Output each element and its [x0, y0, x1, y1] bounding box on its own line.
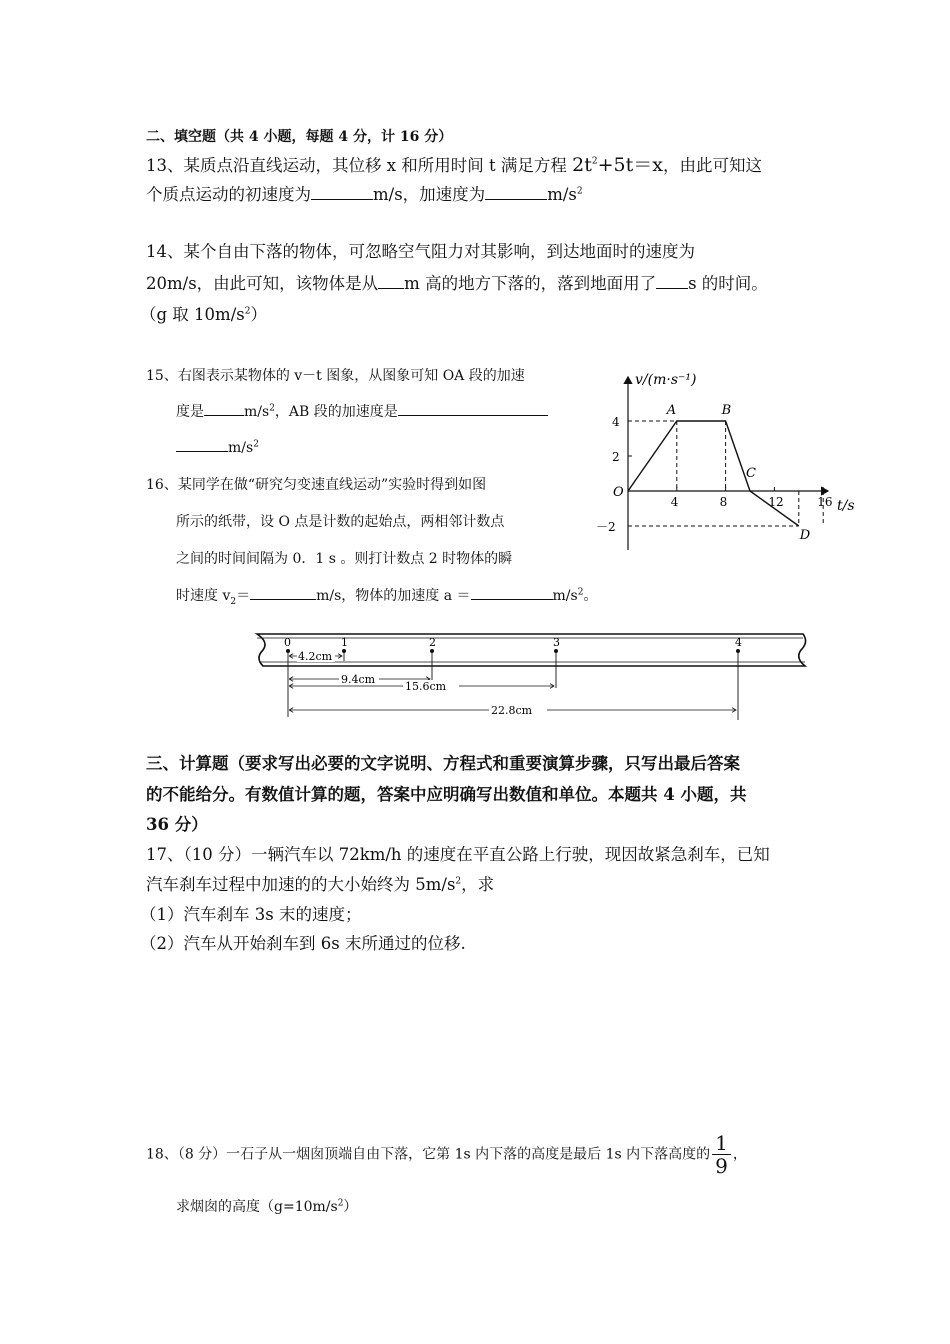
vt-point-b: B: [721, 403, 732, 418]
vt-ytick-label: －2: [596, 520, 616, 534]
vt-ylabel: v/(m·s⁻¹): [635, 372, 697, 388]
q17-sub1: （1）汽车刹车 3s 末的速度；: [140, 905, 362, 924]
q16-line3: 之间的时间间隔为 0．1 s 。则打计数点 2 时物体的瞬: [176, 551, 513, 567]
q17-line1: 17、（10 分）一辆汽车以 72km/h 的速度在平直公路上行驶，现因故紧急刹车，已知: [146, 845, 770, 864]
q14-line1: 14、某个自由下落的物体，可忽略空气阻力对其影响，到达地面时的速度为: [146, 242, 695, 261]
q15-blank-ab-cont[interactable]: [176, 437, 228, 452]
q18-fraction: [712, 1132, 731, 1177]
q13-line1: [146, 150, 762, 177]
q13-blank-velocity[interactable]: [311, 185, 373, 200]
q16-text-a: 时速度 v: [176, 588, 231, 604]
vt-xtick-label: 8: [719, 495, 728, 509]
q16-sub: 2: [230, 596, 237, 607]
q18-line1: [146, 1132, 747, 1177]
q15-text-c: ，AB 段的加速度是: [274, 404, 398, 420]
q13-line2: [146, 181, 583, 205]
q13-text-a: 13、某质点沿直线运动，其位移 x 和所用时间 t 满足方程: [146, 156, 573, 175]
vt-ytick-label: 2: [612, 450, 620, 464]
q13-eq-sup: 2: [591, 156, 598, 167]
q16-text-d: m/s: [552, 588, 578, 604]
q15-blank-ab[interactable]: [398, 401, 548, 416]
tape-point-3: 3: [553, 636, 560, 649]
q18-frac-num: 1: [712, 1132, 731, 1155]
q16-line2: 所示的纸带，设 O 点是计数的起始点，两相邻计数点: [176, 514, 505, 530]
q14-text-a: 20m/s，由此可知，该物体是从: [146, 274, 379, 293]
section2-heading: 二、填空题（共 4 小题，每题 4 分，计 16 分）: [146, 129, 453, 145]
q15-line2: [176, 401, 548, 421]
q16-line4: [176, 585, 597, 607]
q13-eq-a: 2t: [572, 154, 592, 176]
section3-line3: 36 分）: [146, 815, 208, 834]
vt-point-c: C: [746, 466, 756, 481]
vt-graph: [595, 365, 855, 565]
q13-unit: m/s: [547, 185, 577, 204]
q13-eq-b: +5t＝x: [597, 154, 663, 176]
vt-xtick-label: 12: [768, 495, 784, 509]
q17-line2: [146, 871, 494, 895]
tape-point-4: 4: [735, 636, 742, 649]
section3-line2: 的不能给分。有数值计算的题，答案中应明确写出数值和单位。本题共 4 小题，共: [146, 785, 747, 804]
vt-series-line: [628, 421, 799, 526]
q14-text-e: ）: [250, 305, 267, 324]
paper-tape-figure: [253, 630, 813, 725]
q13-text-d: m/s，加速度为: [373, 185, 486, 204]
tape-dist-4: 22.8cm: [491, 704, 533, 717]
q14-text-c: s 的时间。: [688, 274, 768, 293]
tape-point-1: 1: [341, 636, 348, 649]
q18-text-d: ）: [343, 1199, 358, 1215]
q14-blank-time[interactable]: [656, 274, 688, 289]
q16-text-e: 。: [583, 588, 598, 604]
vt-xlabel: t/s: [837, 498, 855, 514]
q16-blank-acceleration[interactable]: [471, 585, 553, 600]
vt-origin: O: [613, 485, 624, 500]
q14-line3: [140, 301, 267, 325]
q15-text-b: m/s: [244, 404, 270, 420]
q17-text-a: 汽车刹车过程中加速的的大小始终为 5m/s: [146, 875, 456, 894]
tape-dist-1: 4.2cm: [298, 650, 333, 663]
q15-sup-b: 2: [253, 439, 259, 450]
q17-text-b: ，求: [461, 875, 495, 894]
vt-point-a: A: [666, 403, 677, 418]
q15-sup-a: 2: [269, 403, 275, 414]
q15-text-a: 度是: [176, 404, 204, 420]
q18-sup: 2: [337, 1198, 344, 1209]
q16-line1: 16、某同学在做“研究匀变速直线运动”实验时得到如图: [146, 477, 487, 493]
q14-text-d: （g 取 10m/s: [140, 305, 245, 324]
q13-text-b: ，由此可知这: [662, 156, 762, 175]
q18-text-b: ，: [732, 1146, 747, 1163]
q15-unit: m/s: [228, 440, 254, 456]
vt-ytick-label: 4: [612, 415, 620, 429]
q14-sup: 2: [244, 306, 251, 317]
q16-text-b: ＝: [236, 588, 251, 604]
q17-sup: 2: [455, 876, 462, 887]
q18-line2: [176, 1196, 357, 1216]
paper-tape: [257, 634, 806, 666]
q18-frac-den: 9: [715, 1154, 728, 1178]
q13-equation: [572, 154, 663, 176]
q15-line1: 15、右图表示某物体的 v－t 图象，从图象可知 OA 段的加速: [146, 368, 525, 384]
q16-text-c: m/s，物体的加速度 a ＝: [316, 588, 471, 604]
q15-blank-oa[interactable]: [204, 401, 244, 416]
tape-dist-2: 9.4cm: [341, 673, 376, 686]
q18-text-c: 求烟囱的高度（g=10m/s: [176, 1199, 338, 1215]
vt-xtick-label: 16: [817, 495, 833, 509]
q18-text-a: 18、（8 分）一石子从一烟囱顶端自由下落，它第 1s 内下落的高度是最后 1s 内下落高度的: [146, 1146, 711, 1163]
q13-unit-sup: 2: [576, 186, 583, 197]
q14-blank-height[interactable]: [378, 274, 404, 289]
q15-line3: [176, 437, 259, 456]
section3-line1: 三、计算题（要求写出必要的文字说明、方程式和重要演算步骤，只写出最后答案: [146, 754, 740, 773]
q17-sub2: （2）汽车从开始刹车到 6s 末所通过的位移.: [140, 934, 466, 953]
tape-point-0: 0: [284, 636, 291, 649]
vt-xtick-label: 4: [670, 495, 679, 509]
q14-line2: [146, 270, 768, 294]
q14-text-b: m 高的地方下落的，落到地面用了: [404, 274, 657, 293]
q13-blank-acceleration[interactable]: [485, 185, 547, 200]
q13-text-c: 个质点运动的初速度为: [146, 185, 311, 204]
tape-dist-3: 15.6cm: [405, 680, 447, 693]
tape-point-2: 2: [429, 636, 436, 649]
q16-blank-velocity[interactable]: [250, 585, 316, 600]
vt-point-d: D: [799, 528, 811, 543]
q16-sup: 2: [577, 587, 584, 598]
